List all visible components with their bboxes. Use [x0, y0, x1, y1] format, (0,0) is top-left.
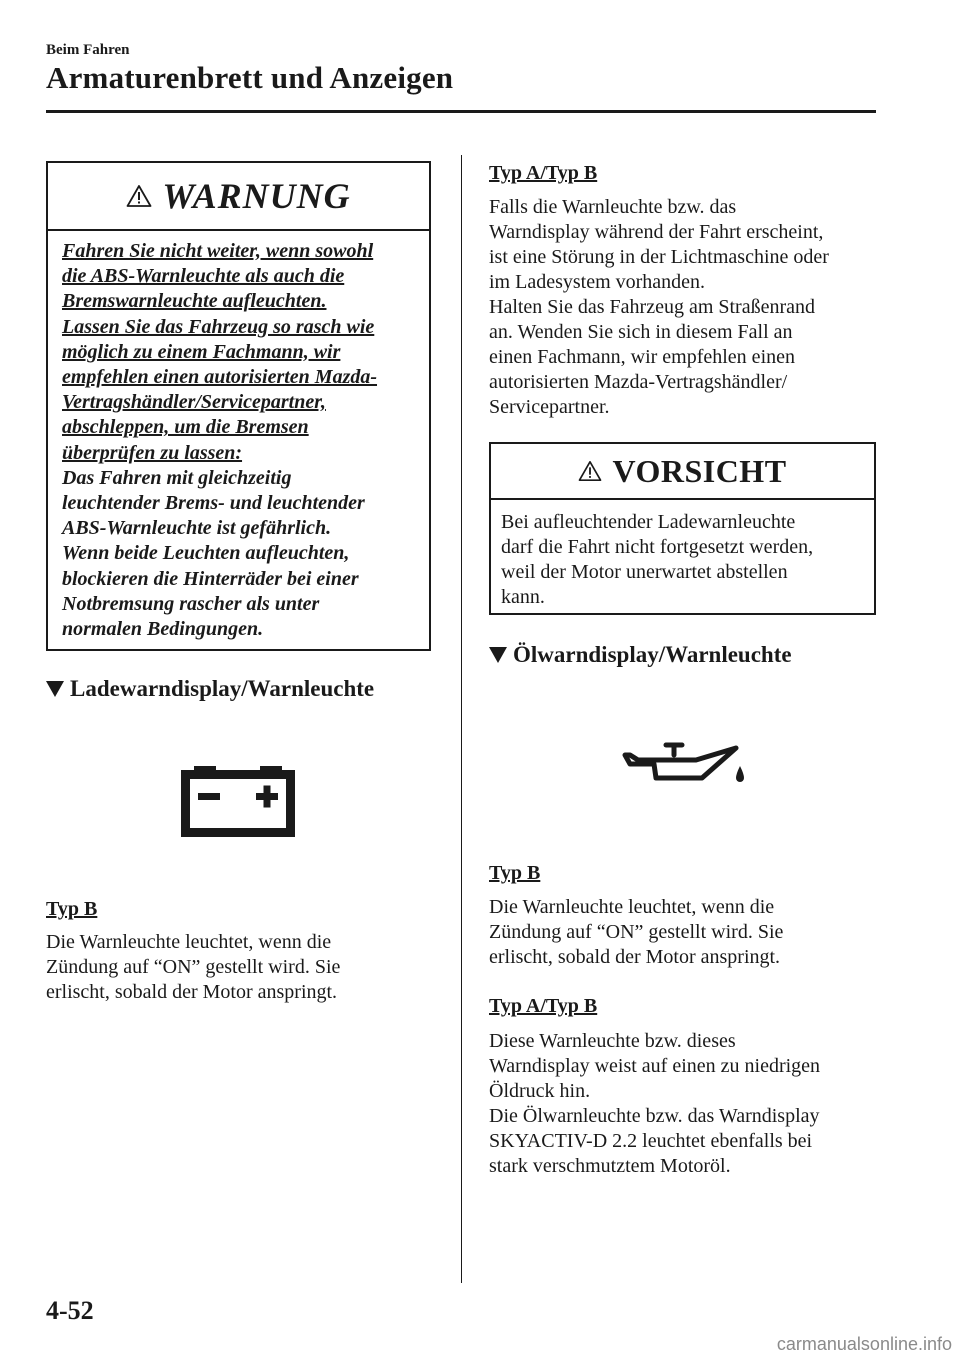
right-paragraph [489, 195, 829, 420]
battery-icon [180, 760, 296, 838]
warning-line: ABS-Warnleuchte ist gefährlich. [62, 517, 332, 540]
text-line: kann. [501, 586, 545, 608]
warning-box [46, 161, 431, 651]
text-line: Die Ölwarnleuchte bzw. das Warndisplay [489, 1105, 820, 1127]
warning-line: abschleppen, um die Bremsen [62, 416, 309, 439]
text-line: erlischt, sobald der Motor anspringt. [46, 981, 338, 1003]
text-line: Diese Warnleuchte bzw. dieses [489, 1030, 736, 1052]
text-line: Die Warnleuchte leuchtet, wenn die [46, 931, 332, 953]
text-line: Zündung auf “ON” gestellt wird. Sie [489, 921, 784, 943]
warning-line: möglich zu einem Fachmann, wir [62, 340, 341, 363]
section-label: Beim Fahren [46, 42, 130, 58]
triangle-down-icon [489, 647, 507, 663]
warning-body [48, 231, 429, 642]
charge-heading [46, 676, 374, 702]
caution-title: VORSICHT [612, 452, 787, 489]
text-line: Die Warnleuchte leuchtet, wenn die [489, 896, 775, 918]
warning-line: überprüfen zu lassen: [62, 441, 243, 464]
watermark: carmanualsonline.info [776, 1334, 952, 1354]
text-line: Halten Sie das Fahrzeug am Straßenrand [489, 296, 816, 318]
header-rule [46, 110, 876, 113]
caution-box [489, 442, 876, 615]
text-line: erlischt, sobald der Motor anspringt. [489, 946, 781, 968]
caution-header [491, 444, 874, 500]
text-line: ist eine Störung in der Lichtmaschine oder [489, 246, 829, 268]
warning-header [48, 163, 429, 231]
text-line: Bei aufleuchtender Ladewarnleuchte [501, 511, 796, 533]
warning-triangle-icon [578, 460, 602, 482]
charge-paragraph [46, 930, 340, 1005]
triangle-down-icon [46, 681, 64, 697]
oil-paragraph-2 [489, 1029, 820, 1179]
warning-line: normalen Bedingungen. [62, 618, 264, 641]
text-line: autorisierten Mazda-Vertragshändler/ [489, 371, 788, 393]
oil-paragraph-1 [489, 895, 783, 970]
text-line: Warndisplay während der Fahrt erscheint, [489, 221, 824, 243]
warning-line: empfehlen einen autorisierten Mazda- [62, 366, 378, 389]
charge-sub-heading: Typ B [46, 898, 98, 920]
warning-line: Wenn beide Leuchten aufleuchten, [62, 542, 350, 565]
right-sub-heading: Typ A/Typ B [489, 162, 598, 184]
oil-can-icon [620, 742, 750, 790]
text-line: Servicepartner. [489, 396, 610, 418]
text-line: an. Wenden Sie sich in diesem Fall an [489, 321, 793, 343]
warning-line: Fahren Sie nicht weiter, wenn sowohl [62, 240, 374, 262]
warning-line: die ABS-Warnleuchte als auch die [62, 265, 345, 288]
column-divider [461, 155, 462, 1283]
text-line: Zündung auf “ON” gestellt wird. Sie [46, 956, 341, 978]
warning-title: WARNUNG [162, 176, 351, 216]
warning-line: blockieren die Hinterräder bei einer [62, 567, 359, 590]
text-line: darf die Fahrt nicht fortgesetzt werden, [501, 536, 814, 558]
charge-heading-text: Ladewarndisplay/Warnleuchte [70, 676, 375, 701]
text-line: SKYACTIV-D 2.2 leuchtet ebenfalls bei [489, 1130, 813, 1152]
oil-sub-heading-2: Typ A/Typ B [489, 995, 598, 1017]
text-line: Warndisplay weist auf einen zu niedrigen [489, 1055, 821, 1077]
text-line: stark verschmutztem Motoröl. [489, 1155, 731, 1177]
text-line: Öldruck hin. [489, 1080, 591, 1102]
text-line: im Ladesystem vorhanden. [489, 271, 706, 293]
chapter-title: Armaturenbrett und Anzeigen [46, 60, 454, 95]
text-line: Falls die Warnleuchte bzw. das [489, 196, 737, 218]
page-number: 4-52 [46, 1296, 94, 1325]
text-line: einen Fachmann, wir empfehlen einen [489, 346, 795, 368]
warning-triangle-icon [126, 184, 152, 208]
warning-line: Das Fahren mit gleichzeitig [62, 466, 292, 489]
warning-line: Vertragshändler/Servicepartner, [62, 391, 326, 414]
text-line: weil der Motor unerwartet abstellen [501, 561, 788, 583]
warning-line: leuchtender Brems- und leuchtender [62, 492, 365, 515]
warning-line: Notbremsung rascher als unter [62, 592, 320, 615]
warning-line: Bremswarnleuchte aufleuchten. [62, 290, 327, 313]
caution-body [491, 500, 874, 610]
oil-sub-heading-1: Typ B [489, 862, 541, 884]
oil-heading-text: Ölwarndisplay/Warnleuchte [513, 642, 792, 667]
warning-line: Lassen Sie das Fahrzeug so rasch wie [62, 315, 375, 338]
oil-heading [489, 642, 792, 668]
